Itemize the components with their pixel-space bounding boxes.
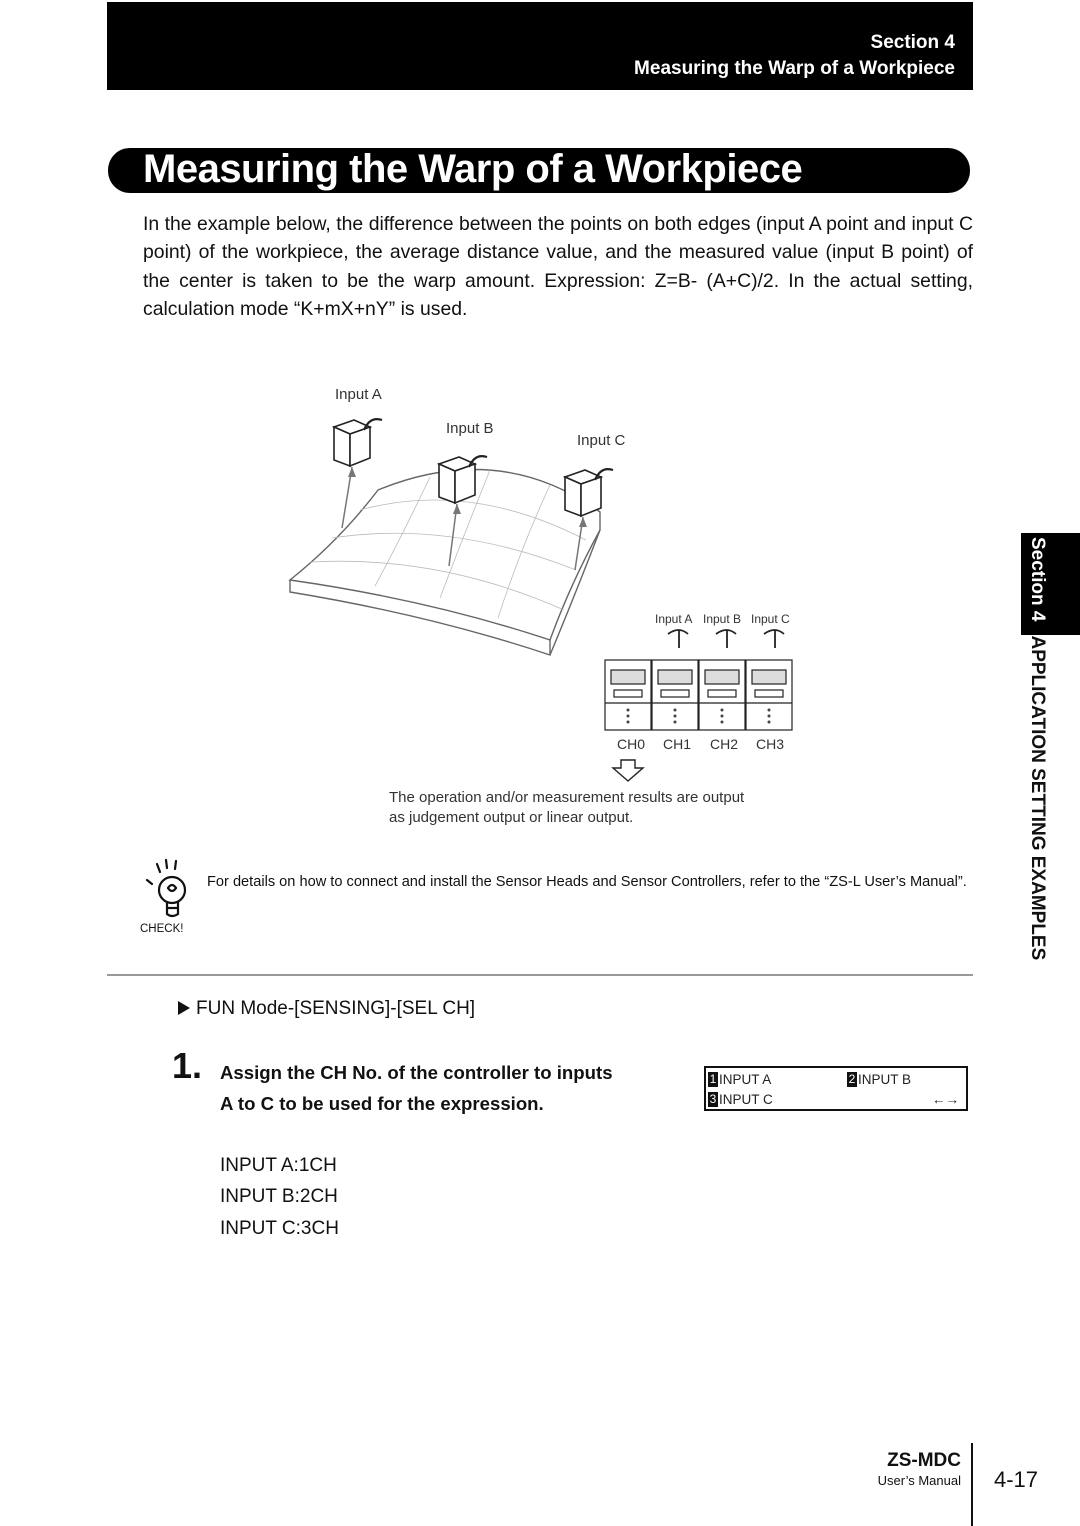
footer-manual: User’s Manual	[877, 1473, 961, 1488]
header-subtitle: Measuring the Warp of a Workpiece	[634, 58, 955, 79]
lcd-item-1-number: 1	[709, 1071, 717, 1086]
label-input-c: Input C	[577, 432, 626, 449]
check-lightbulb-icon	[138, 858, 198, 936]
lcd-arrows-icon: ←→	[932, 1091, 959, 1107]
intro-paragraph: In the example below, the difference between the points on both edges (input A point and input C point) of the workpiece, the average distance value, and the measured value (input B point) of the center is taken to be the warp amount. Expression: Z=B- (A+C)/2. In the actual setting, calculation mode “K+mX+nY” is used.	[143, 213, 973, 321]
step-line1: Assign the CH No. of the controller to inputs	[220, 1062, 613, 1083]
page-header	[107, 2, 973, 90]
controller-label-c: Input C	[751, 612, 790, 626]
output-arrow-icon	[613, 760, 643, 781]
lcd-item-2-number: 2	[848, 1071, 856, 1086]
play-arrow-icon	[178, 1001, 190, 1015]
page-number: 4-17	[994, 1467, 1039, 1492]
sensor-controllers	[605, 660, 792, 730]
check-note: For details on how to connect and install the Sensor Heads and Sensor Controllers, refer to the “ZS-L User’s Manual”.	[207, 874, 967, 890]
step-line2: A to C to be used for the expression.	[220, 1093, 544, 1114]
step-number: 1.	[172, 1045, 203, 1086]
section-divider	[107, 974, 973, 976]
footer-divider	[971, 1443, 973, 1526]
side-tab-section: Section	[1027, 537, 1048, 606]
controller-label-a: Input A	[655, 612, 693, 626]
channel-label-3: CH3	[756, 736, 785, 752]
label-input-b: Input B	[446, 420, 494, 437]
lcd-item-3-number: 3	[709, 1091, 717, 1106]
page-title: Measuring the Warp of a Workpiece	[143, 147, 803, 191]
lcd-item-1-label: INPUT A	[719, 1071, 772, 1087]
lcd-display	[704, 1066, 968, 1111]
fun-mode-path	[178, 995, 475, 1023]
side-tab-number: 4	[1027, 610, 1048, 622]
input-assignment-a: INPUT A:1CH	[220, 1155, 337, 1176]
step-instruction	[220, 1057, 613, 1119]
controller-cables	[668, 630, 784, 648]
figure-caption-line1: The operation and/or measurement results are output	[389, 789, 745, 806]
label-input-a: Input A	[335, 386, 382, 403]
lcd-item-3	[708, 1090, 773, 1108]
header-section: Section 4	[870, 32, 955, 53]
side-tab-title: APPLICATION SETTING EXAMPLES	[1027, 635, 1048, 961]
fun-mode-path-text: FUN Mode-[SENSING]-[SEL CH]	[196, 998, 476, 1019]
lcd-item-1	[708, 1070, 771, 1088]
lcd-item-3-label: INPUT C	[719, 1091, 773, 1107]
side-tab	[1024, 537, 1050, 960]
footer-brand: ZS-MDC	[887, 1450, 961, 1471]
channel-label-0: CH0	[617, 736, 646, 752]
channel-label-1: CH1	[663, 736, 692, 752]
input-assignments	[220, 1150, 339, 1244]
input-assignment-c: INPUT C:3CH	[220, 1217, 339, 1239]
channel-label-2: CH2	[710, 736, 739, 752]
lcd-item-2-label: INPUT B	[858, 1071, 912, 1087]
lcd-item-2	[847, 1070, 911, 1088]
check-icon-label: CHECK!	[140, 923, 184, 935]
figure-caption-line2: as judgement output or linear output.	[389, 809, 634, 826]
input-assignment-b: INPUT B:2CH	[220, 1186, 338, 1208]
warp-measurement-diagram	[270, 370, 830, 840]
controller-label-b: Input B	[703, 612, 742, 626]
